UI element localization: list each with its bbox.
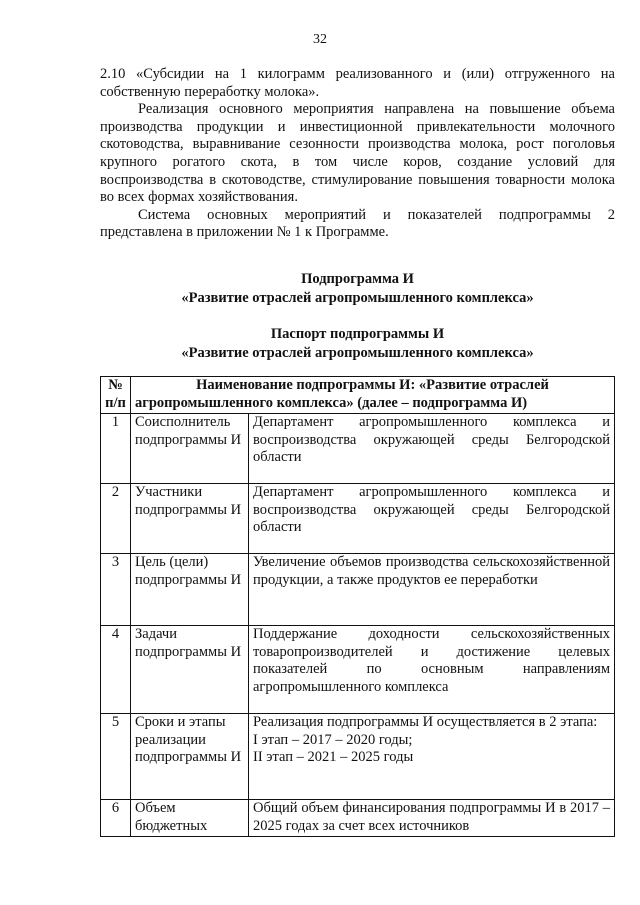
row-number: 3 [101, 554, 131, 626]
table-row [101, 554, 615, 626]
row-content: Поддержание доходности сельскохозяйственных товаропроизводителей и достижение целевых показателей по основным направлениям агропромышленного комплекса [249, 626, 615, 714]
intro-paragraph-1: 2.10 «Субсидии на 1 килограмм реализованного и (или) отгруженного на собственную переработку молока». [100, 66, 615, 100]
row-number: 5 [101, 714, 131, 800]
header-num: № п/п [101, 377, 131, 414]
page-number: 32 [313, 32, 327, 47]
row-name: Сроки и этапы реализации подпрограммы И [131, 714, 249, 800]
row-number: 6 [101, 800, 131, 837]
passport-heading [100, 325, 615, 362]
row-number: 4 [101, 626, 131, 714]
row-name: Участники подпрограммы И [131, 484, 249, 554]
table-header-row [101, 377, 615, 414]
row-content: Департамент агропромышленного комплекса и воспроизводства окружающей среды Белгородской области [249, 414, 615, 484]
subprogram-title: Подпрограмма И [301, 271, 414, 287]
passport-subtitle: «Развитие отраслей агропромышленного комплекса» [181, 344, 534, 361]
intro-paragraph-3: Система основных мероприятий и показателей подпрограммы 2 представлена в приложении № 1 к Программе. [100, 206, 615, 241]
intro-text [100, 66, 615, 242]
table-row [101, 414, 615, 484]
row-number: 2 [101, 484, 131, 554]
header-title: Наименование подпрограммы И: «Развитие отраслей агропромышленного комплекса» (далее – подпрограмма И) [131, 377, 615, 414]
stage-1: I этап – 2017 – 2020 годы; [253, 731, 413, 748]
row-content: Департамент агропромышленного комплекса и воспроизводства окружающей среды Белгородской области [249, 484, 615, 554]
stage-2: II этап – 2021 – 2025 годы [253, 749, 414, 766]
table-row [101, 714, 615, 800]
subprogram-subtitle: «Развитие отраслей агропромышленного комплекса» [181, 289, 534, 306]
table-row [101, 484, 615, 554]
passport-table [100, 376, 615, 837]
row-name: Объем бюджетных [131, 800, 249, 837]
row-name: Соисполнитель подпрограммы И [131, 414, 249, 484]
table-row [101, 626, 615, 714]
intro-paragraph-2: Реализация основного мероприятия направлена на повышение объема производства продукции и инвестиционной привлекательности молочного скотоводства, выравнивание сезонности производства молока, рост поголовья крупного рогатого скота, в том числе коров, создание условий для воспроизводства в скотоводстве, стимулирование повышения товарности молока во всех формах хозяйствования. [100, 101, 615, 206]
row-number: 1 [101, 414, 131, 484]
table-row [101, 800, 615, 837]
stage-intro: Реализация подпрограммы И осуществляется в 2 этапа: [253, 714, 598, 730]
passport-title: Паспорт подпрограммы И [270, 326, 445, 342]
row-content [249, 714, 615, 800]
row-name: Задачи подпрограммы И [131, 626, 249, 714]
subprogram-heading [100, 270, 615, 307]
row-name: Цель (цели) подпрограммы И [131, 554, 249, 626]
row-content: Общий объем финансирования подпрограммы И в 2017 – 2025 годах за счет всех источников [249, 800, 615, 837]
row-content: Увеличение объемов производства сельскохозяйственной продукции, а также продуктов ее переработки [249, 554, 615, 626]
